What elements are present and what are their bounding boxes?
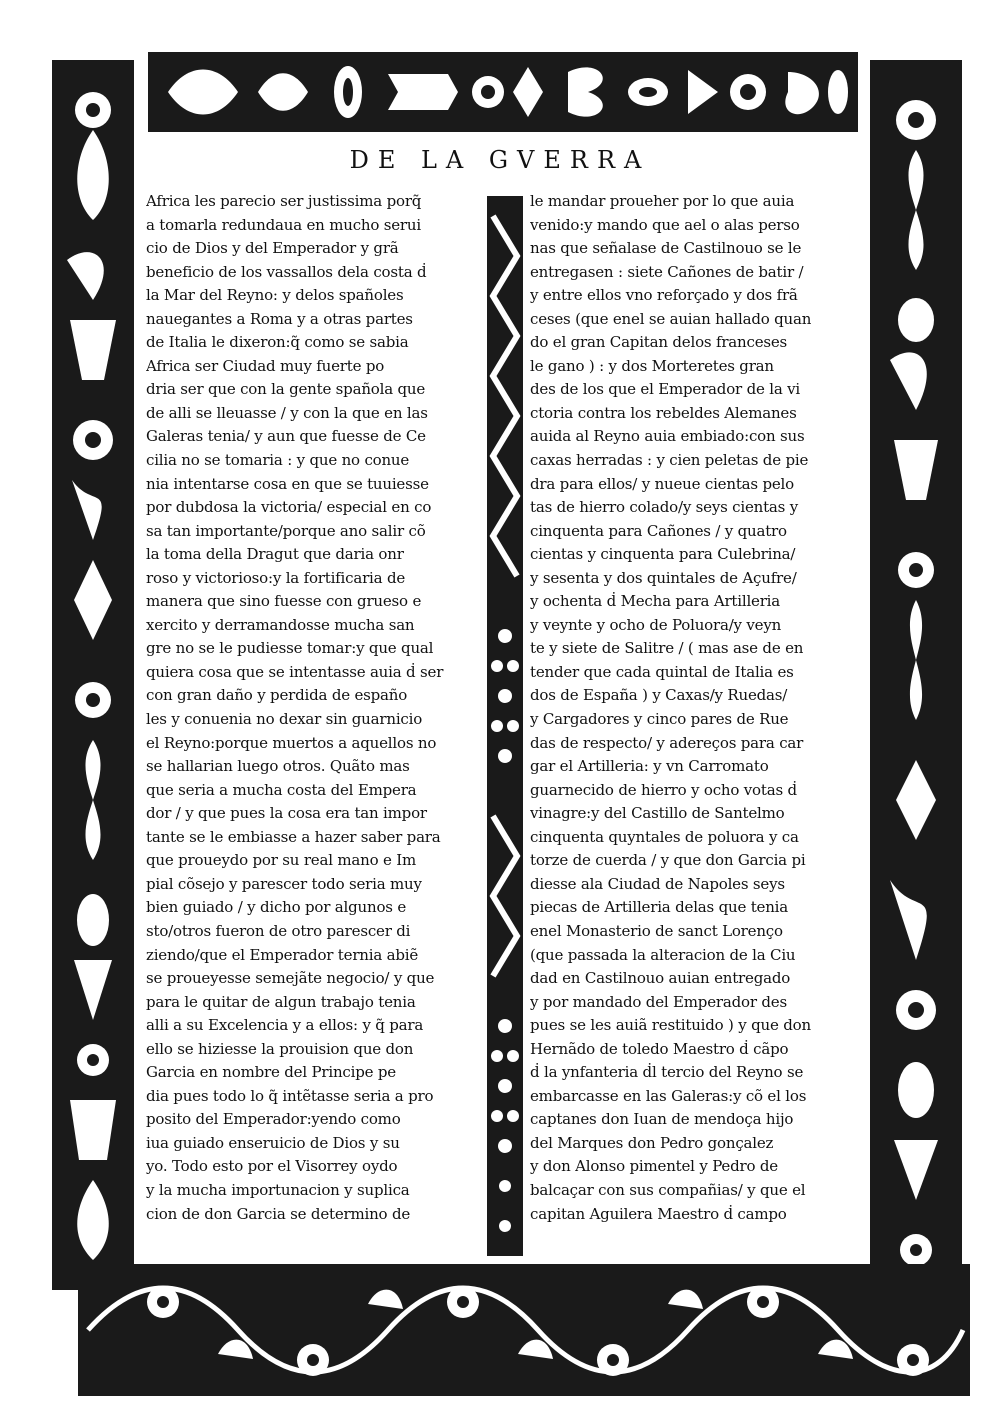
text-line: iua guiado enseruicio de Dios y su [146, 1133, 400, 1152]
text-line: beneficio de los vassallos dela costa ḋ [146, 262, 427, 281]
text-line: dia pues todo lo q̃ intẽtasse seria a pro [146, 1086, 434, 1105]
text-line: de alli se lleuasse / y con la que en las [146, 403, 428, 422]
text-line: entregasen : siete Cañones de batir / [530, 262, 804, 281]
text-line: ello se hiziesse la prouision que don [146, 1039, 414, 1058]
text-line: balcaçar con sus compañias/ y que el [530, 1180, 806, 1199]
text-line: Galeras tenia/ y aun que fuesse de Ce [146, 427, 426, 446]
text-line: posito del Emperador:yendo como [146, 1110, 401, 1129]
text-line: roso y victorioso:y la fortificaria de [146, 568, 406, 587]
text-line: dria ser que con la gente spañola que [146, 380, 426, 399]
text-line: y entre ellos vno reforçado y dos frã [530, 286, 798, 305]
text-line: cio de Dios y del Emperador y grã [146, 239, 399, 258]
text-line: ḋ la ynfanteria ḋl tercio del Reyno se [530, 1063, 804, 1082]
text-line: del Marques don Pedro gonçalez [530, 1133, 774, 1152]
text-line: Garcia en nombre del Principe pe [146, 1063, 396, 1082]
text-line: dad en Castilnouo auian entregado [530, 969, 791, 988]
top-border-ornament-icon [148, 52, 858, 132]
text-line: auida al Reyno auia embiado:con sus [530, 427, 805, 446]
text-line: dor / y que pues la cosa era tan impor [146, 804, 427, 823]
text-line: tender que cada quintal de Italia es [530, 662, 794, 681]
text-line: y sesenta y dos quintales de Açufre/ [530, 568, 797, 587]
text-line: Hernãdo de toledo Maestro ḋ cãpo [530, 1039, 789, 1058]
text-line: caxas herradas : y cien peletas de pie [530, 451, 809, 470]
text-line: ziendo/que el Emperador ternia abiẽ [146, 945, 419, 964]
text-line: sa tan importante/porque ano salir cõ [146, 521, 426, 540]
text-line: se proueyesse semejãte negocio/ y que [146, 969, 435, 988]
text-line: dra para ellos/ y nueue cientas pelo [530, 474, 794, 493]
text-line: por dubdosa la victoria/ especial en co [146, 498, 432, 517]
left-ornamental-border [52, 60, 134, 1290]
text-line: torze de cuerda / y que don Garcia pi [530, 851, 806, 870]
text-line: nia intentarse cosa en que se tuuiesse [146, 474, 429, 493]
text-line: cientas y cinquenta para Culebrina/ [530, 545, 796, 564]
text-line: captanes don Iuan de mendoça hijo [530, 1110, 794, 1129]
text-line: le gano ) : y dos Morteretes gran [530, 356, 774, 375]
text-line: cinquenta para Cañones / y quatro [530, 521, 787, 540]
running-head: DE LA GVERRA [349, 146, 651, 174]
text-line: sto/otros fueron de otro parescer di [146, 921, 411, 940]
right-border-ornament-icon [870, 60, 962, 1290]
right-ornamental-border [870, 60, 962, 1290]
text-line: la Mar del Reyno: y delos spañoles [146, 286, 404, 305]
text-line: cion de don Garcia se determino de [146, 1204, 411, 1223]
text-line: el Reyno:porque muertos a aquellos no [146, 733, 437, 752]
text-line: bien guiado / y dicho por algunos e [146, 898, 407, 917]
text-line: se hallarian luego otros. Quãto mas [146, 757, 410, 776]
text-line: nauegantes a Roma y a otras partes [146, 309, 413, 328]
center-column-ornament-icon [487, 196, 523, 1256]
text-line: capitan Aguilera Maestro ḋ campo [530, 1204, 787, 1223]
right-text-column [530, 190, 875, 1226]
bottom-ornamental-border [78, 1264, 970, 1396]
left-text-column [146, 190, 484, 1226]
text-line: y por mandado del Emperador des [530, 992, 787, 1011]
text-line: alli a su Excelencia y a ellos: y q̃ para [146, 1016, 424, 1035]
text-line: ceses (que enel se auian hallado quan [530, 309, 812, 328]
text-line: xercito y derramandosse mucha san [146, 615, 415, 634]
text-line: la toma della Dragut que daria onr [146, 545, 404, 564]
text-line: cilia no se tomaria : y que no conue [146, 451, 410, 470]
text-line: vinagre:y del Castillo de Santelmo [530, 804, 785, 823]
top-ornamental-border [148, 52, 858, 132]
text-line: con gran daño y perdida de españo [146, 686, 408, 705]
text-line: ctoria contra los rebeldes Alemanes [530, 403, 797, 422]
text-line: tante se le embiasse a hazer saber para [146, 827, 441, 846]
text-line: enel Monasterio de sanct Lorenço [530, 921, 783, 940]
text-line: y Cargadores y cinco pares de Rue [530, 710, 789, 729]
text-line: das de respecto/ y adereços para car [530, 733, 804, 752]
text-line: guarnecido de hierro y ocho votas ḋ [530, 780, 797, 799]
text-line: venido:y mando que ael o alas perso [530, 215, 800, 234]
text-line: que proueydo por su real mano e Im [146, 851, 416, 870]
text-line: y don Alonso pimentel y Pedro de [530, 1157, 778, 1176]
center-ornamental-column [487, 196, 523, 1256]
text-line: que seria a mucha costa del Empera [146, 780, 417, 799]
text-line: cinquenta quyntales de poluora y ca [530, 827, 799, 846]
text-line: yo. Todo esto por el Visorrey oydo [146, 1157, 398, 1176]
text-line: pues se les auiã restituido ) y que don [530, 1016, 811, 1035]
text-line: do el gran Capitan delos franceses [530, 333, 788, 352]
text-line: le mandar proueher por lo que auia [530, 192, 795, 210]
bottom-border-vine-icon [78, 1264, 970, 1396]
text-line: quiera cosa que se intentasse auia ḋ ser [146, 662, 444, 681]
text-line: pial cõsejo y parescer todo seria muy [146, 874, 422, 893]
text-line: Africa les parecio ser justissima porq̃ [146, 192, 422, 210]
text-line: a tomarla redundaua en mucho serui [146, 215, 421, 234]
text-line: des de los que el Emperador de la vi [530, 380, 800, 399]
text-line: embarcasse en las Galeras:y cõ el los [530, 1086, 807, 1105]
text-line: gre no se le pudiesse tomar:y que qual [146, 639, 434, 658]
text-line: gar el Artilleria: y vn Carromato [530, 757, 769, 776]
text-line: y veynte y ocho de Poluora/y veyn [530, 615, 782, 634]
text-line: te y siete de Salitre / ( mas ase de en [530, 639, 804, 658]
text-line: para le quitar de algun trabajo tenia [146, 992, 416, 1011]
text-line: (que passada la alteracion de la Ciu [530, 945, 796, 964]
text-line: y ochenta ḋ Mecha para Artilleria [530, 592, 781, 611]
text-line: les y conuenia no dexar sin guarnicio [146, 710, 423, 729]
text-line: de Italia le dixeron:q̃ como se sabia [146, 333, 409, 352]
text-line: piecas de Artilleria delas que tenia [530, 898, 789, 917]
left-border-ornament-icon [52, 60, 134, 1290]
text-line: y la mucha importunacion y suplica [146, 1180, 410, 1199]
text-line: dos de España ) y Caxas/y Ruedas/ [530, 686, 788, 705]
text-line: nas que señalase de Castilnouo se le [530, 239, 802, 258]
text-line: manera que sino fuesse con grueso e [146, 592, 422, 611]
text-line: Africa ser Ciudad muy fuerte po [146, 356, 385, 375]
text-line: tas de hierro colado/y seys cientas y [530, 498, 799, 517]
text-line: diesse ala Ciudad de Napoles seys [530, 874, 785, 893]
